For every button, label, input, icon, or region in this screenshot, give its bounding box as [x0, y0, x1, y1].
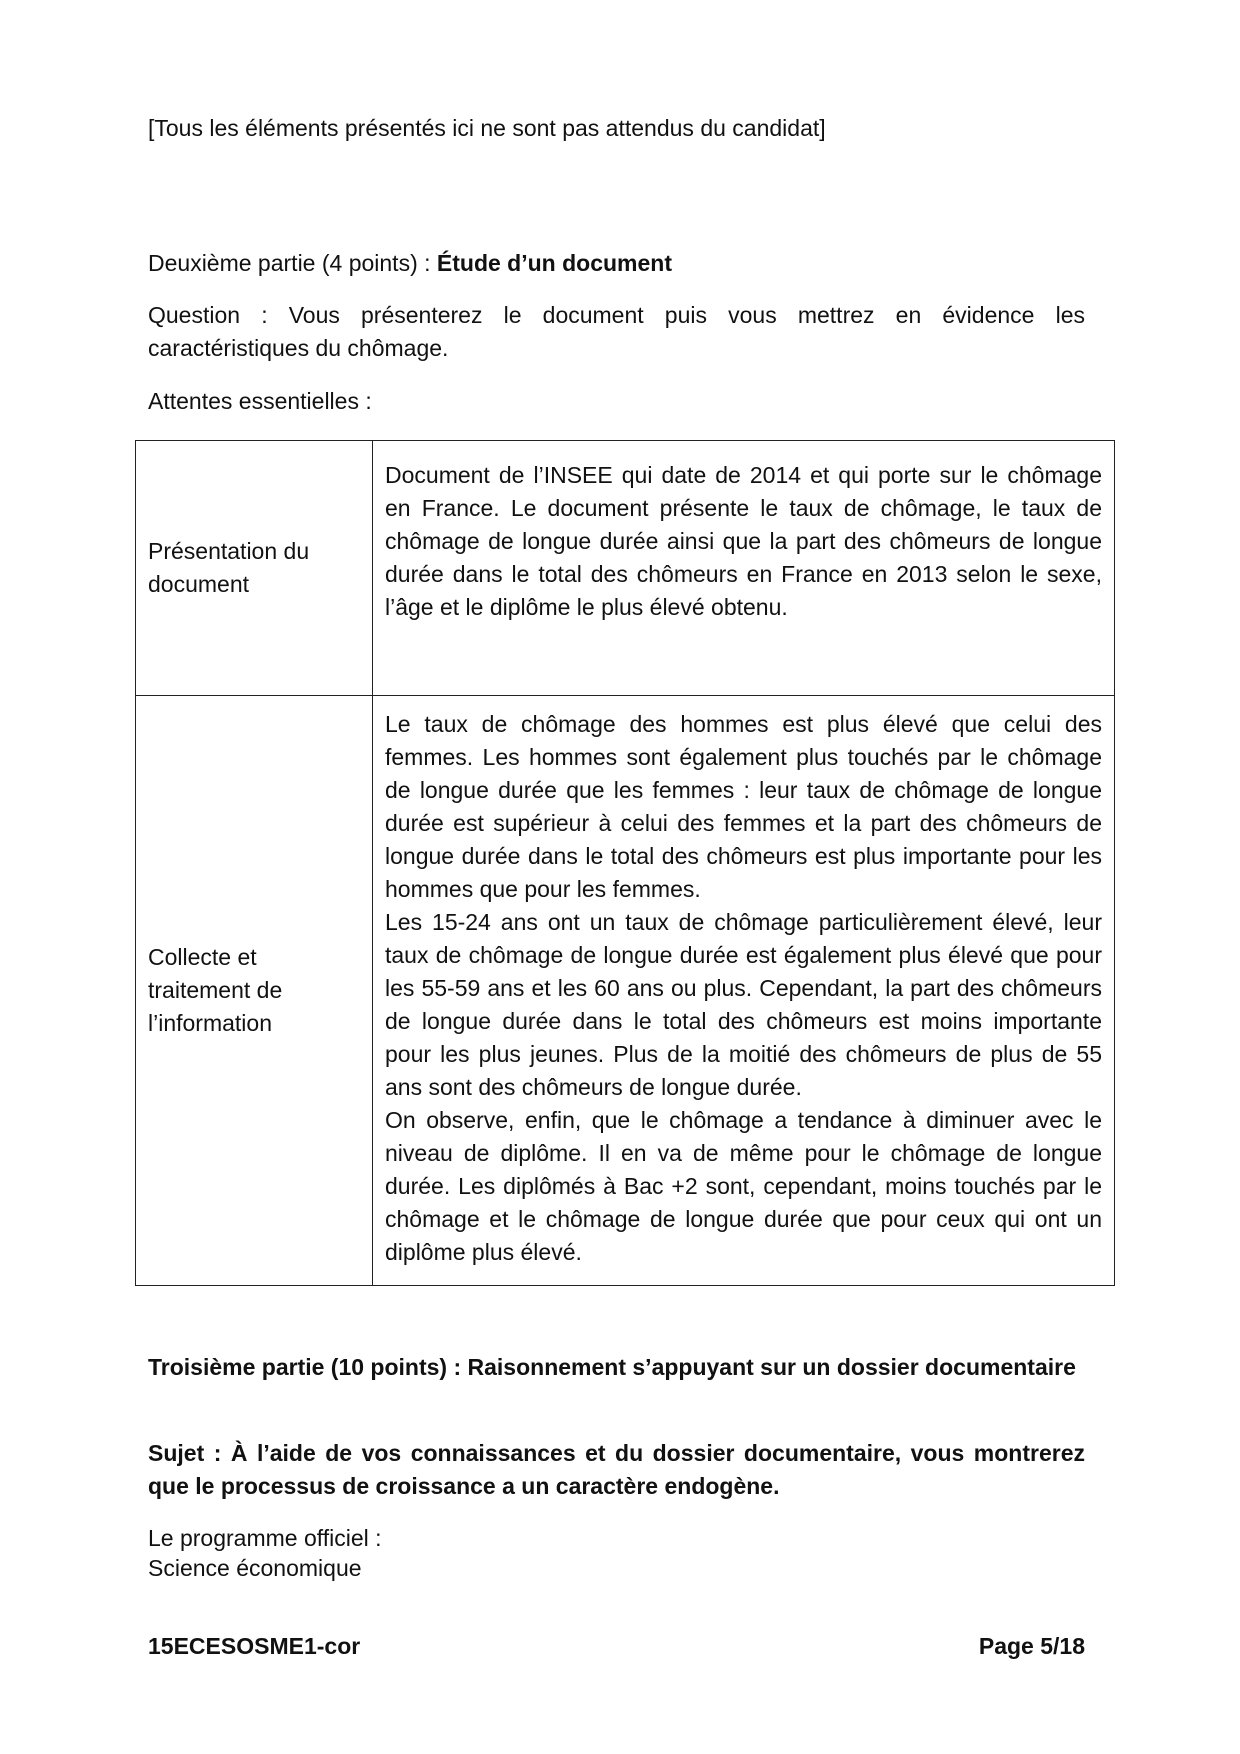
paragraph: Le taux de chômage des hommes est plus élevé que celui des femmes. Les hommes sont également plus touchés par le chômage de longue durée que les femmes : leur taux de chômage de longue durée est supérieur à celui des femmes et la part des chômeurs de longue durée dans le total des chômeurs est plus importante pour les hommes que pour les femmes. — [385, 711, 1102, 902]
part3-sujet: Sujet : À l’aide de vos connaissances et du dossier documentaire, vous montrerez que le processus de croissance a un caractère endogène. — [148, 1440, 1085, 1499]
paragraph: Les 15-24 ans ont un taux de chômage particulièrement élevé, leur taux de chômage de longue durée est également plus élevé que pour les 55-59 ans et les 60 ans ou plus. Cependant, la part des chômeurs de longue durée dans le total des chômeurs est moins importante pour les plus jeunes. Plus de la moitié des chômeurs de plus de 55 ans sont des chômeurs de longue durée. — [385, 909, 1102, 1100]
part2-heading-prefix: Deuxième partie (4 points) : — [148, 250, 437, 276]
part2-heading — [148, 247, 672, 280]
row-content-presentation — [373, 441, 1115, 696]
programme-block — [148, 1523, 382, 1583]
part2-question: Question : Vous présenterez le document puis vous mettrez en évidence les caractéristiques du chômage. — [148, 302, 1085, 361]
paragraph: On observe, enfin, que le chômage a tendance à diminuer avec le niveau de diplôme. Il en va de même pour le chômage de longue durée. Les diplômés à Bac +2 sont, cependant, moins touchés par le chômage et le chômage de longue durée que pour ceux qui ont un diplôme plus élevé. — [385, 1107, 1102, 1265]
attentes-label: Attentes essentielles : — [148, 388, 372, 414]
programme-label: Le programme officiel : — [148, 1525, 382, 1551]
table-row — [136, 441, 1115, 696]
part2-heading-title: Étude d’un document — [436, 250, 673, 276]
row-label-collecte: Collecte et traitement de l’information — [136, 696, 373, 1286]
attentes-table — [135, 440, 1115, 1286]
footer-code: 15ECESOSME1-cor — [148, 1633, 361, 1659]
candidate-note: [Tous les éléments présentés ici ne sont pas attendus du candidat] — [148, 115, 826, 141]
programme-value: Science économique — [148, 1555, 362, 1581]
table-row — [136, 696, 1115, 1286]
paragraph: Document de l’INSEE qui date de 2014 et qui porte sur le chômage en France. Le document présente le taux de chômage, le taux de chômage de longue durée ainsi que la part des chômeurs de longue durée dans le total des chômeurs en France en 2013 selon le sexe, l’âge et le diplôme le plus élevé obtenu. — [385, 462, 1102, 620]
footer-page-number: Page 5/18 — [978, 1633, 1085, 1659]
row-content-collecte — [373, 696, 1115, 1286]
part3-heading: Troisième partie (10 points) : Raisonnement s’appuyant sur un dossier documentaire — [148, 1354, 1076, 1380]
row-label-presentation: Présentation du document — [136, 441, 373, 696]
